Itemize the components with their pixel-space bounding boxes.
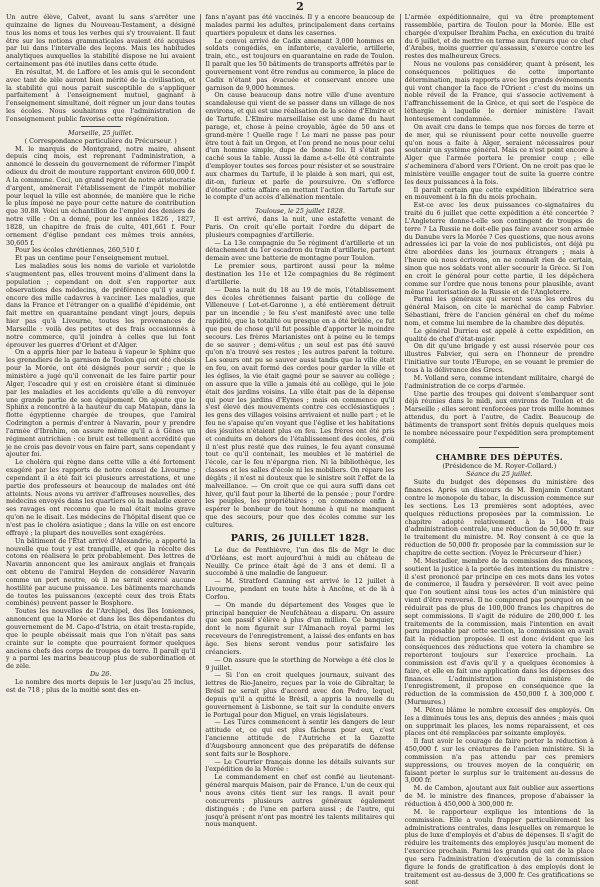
paragraph: M. Mestadier, membre de la commission des finances, soutient la justice à la portée des intentions du ministre : il s'est prononcé par principe en ces mots dans les votes de commerce, il faudra y persévérer. Il voit avec peine que l'on soutient ainsi tous les actes d'un ministère qui vient d'être renversé. Il ne comprend pas pourquoi on ne réduirait pas de plus de 100,000 francs les chapitres de sept commissions. Il s'agit de réduire de 200,000 f. les traitements de la commission, mais l'intention en avait paru imposable par cette section, la commission en avait fait la réduction proposée. Il est donc évident que les conséquences des réductions que votera la chambre se reporteront toujours sur l'exercice prochain. La commission est d'avis qu'il y a quelques économies à faire, et elle en fait une application dans les dépenses des finances. L'administration du ministère de l'enregistrement, il propose en conséquence que la réduction de la commission de 450,000 f. à 300,000 f. (Murmures.) — [404, 556, 594, 707]
paragraph: Et pas un centime pour l'enseignement mutuel. — [15, 254, 169, 263]
divider — [81, 126, 121, 127]
paragraph: On avait cru dans le temps que nos forces de terre et de mer, qui se réunissent pour cette nouvelle guerre qu'on nous a faite à Alger, seraient nécessaires pour soutenir un système général. Mais ce n'est point encore à Alger que l'armée portera le premier coup ; elle s'acheminera d'abord vers l'Orient. On ne croit pas que le ministère veuille engager tout de suite la guerre contre les deux puissances à la fois. — [404, 122, 594, 186]
paragraph: — La 13e compagnie du 5e régiment d'artillerie et un détachement du 1er escadron du train d'artillerie, partent demain avec une batterie de montagne pour Toulon. — [205, 238, 395, 263]
column-3 — [400, 13, 594, 887]
section-title-chambre: CHAMBRE DES DÉPUTÉS. — [435, 452, 563, 463]
section-presidence: (Présidence de M. Royer-Collard.) — [442, 462, 557, 471]
paragraph: Le nombre des morts depuis le 1er jusqu'au 25 inclus, est de 718 ; plus de la moitié sont des en- — [6, 677, 196, 694]
paragraph: Est-ce avec les deux puissances co-signataires du traité du 6 juillet que cette expédition a été concertée ? L'Angleterre donne-t-elle son contingent de troupes de terre ? La Russie ne doit-elle pas faire avancer son armée du Danube vers la Morée ? Ces questions, que nous avons adressées ici par la voie de nos publicistes, ont déjà pu être abordées dans les journaux étrangers ; mais à l'heure où nous écrivons, on ne connaît rien de certain, sinon que nos soldats vont aller secourir la Grèce. Si l'on en croit le général pour cette partie, il les dépêchera comme sur l'ordre que nous tenons pour plausible, avant même l'autorisation de la Russie et de l'Angleterre. — [404, 201, 594, 296]
paragraph: Suite du budget des dépenses du ministère des finances. Après un discours de M. Benjamin Constant contre le monopole du tabac, la discussion commence sur les sections. Les 13 premières sont adoptées, avec quelques réductions proposées par la commission. Le chapitre adopté relativement à la 14e, frais d'administration centrale, une réduction de 50,000 fr. sur le traitement du ministre. M. Roy consent à ce que la réduction de 50,000 fr. proposée par la commission sur le chapitre de cette section. (Voyez le Précurseur d'hier.) — [404, 478, 594, 557]
paragraph: M. le rapporteur explique les intentions de la commission. Elle a voulu frapper particulièrement les administrations centrales, dans lesquelles on remarque le plus de luxe d'employés et d'abus de dépenses. Il s'agit de réduire les traitements des employés jusqu'au moment de l'exercice prochain. Parmi les grands qui ont de la place que sera l'administration d'exécution de la commission figure le fonds de gratification à des employés dont le traitement est au-dessus de 3,000 fr. Ces gratifications se sont — [404, 807, 594, 887]
paragraph: Le choléra qui règne dans cette ville a été fortement exagéré par les rapports de notre consul de Livourne ; cependant il a été fait ici plusieurs arrestations, et une partie des professeurs et beaucoup de malades ont été atteints. Nous avons vu arriver d'affreuses nouvelles, des médecins envoyés dans les quartiers où la maladie exerce ses ravages ont reconnu que le mal était moins grave qu'on ne le disait. Les médecins de l'hôpital disent que ce n'est pas le choléra asiatique ; dans la ville on est encore effrayé ; la plupart des nouvelles sont exagérées. — [6, 458, 196, 537]
paragraph: Le général Durrieu est appelé à cette expédition, en qualité de chef d'état-major. — [404, 326, 594, 343]
paragraph: Il paraît certain que cette expédition libératrice sera en mouvement à la fin du mois prochain. — [404, 185, 594, 202]
dateline-du-26: Du 26. — [89, 670, 112, 679]
paragraph: fans n'ayant pas été vaccinés. Il y a encore beaucoup de malades parmi les adultes, principalement dans certains quartiers populeux et dans les casernes. — [205, 13, 395, 37]
paragraph: — Les Turcs commencent à sentir les dangers de leur attitude et, ce qui est plus fâcheux pour eux, c'est l'ancienne attitude de l'Autriche et la Gazette d'Augsbourg annoncent que des préparatifs de défense sont faits sur le Bosphore. — [205, 718, 395, 758]
paragraph: On a appris hier par le bateau à vapeur le Sphinx que les grenadiers de la garnison de Toulon qui ont été choisis pour la Morée, ont été désignés pour servir ; que le ministère a jugé qu'il convenait de les faire partir pour Alger, l'escadre qui y est en croisière étant si diminuée par les maladies et les accidents qu'elle a dû renvoyer une grande partie de son équipement. On ajoute que le Sphinx a rencontré à la hauteur du cap Matapan, dans la flotte égyptienne chargée de troupes, que l'amiral Codrington a permis d'entrer à Navarin, pour y prendre l'armée d'Ibrahim, on assure même qu'il a à Gênes un régiment autrichien : ce bruit est tellement accrédité que je ne crois pas devoir vous en faire part, sans cependant y ajouter foi. — [6, 348, 196, 459]
paragraph: On cause beaucoup dans notre ville d'une aventure scandaleuse qui vient de se passer dans un village de nos environs, et qui est une réalisation de la scène d'Elmire et de Tartufe. L'Elmire marseillaise est une dame du haut parage, et, chose à peine croyable, âgée de 50 ans et grand-mère ! Quelle rage ! Le mari ne passe pas pour être tout à fait un Orgon, et l'on prend ne nous pour celui d'un homme simple, dupe de bonne foi. Il s'était pas caché sous la table. Aussi la dame a-t-elle été contrainte d'employer toutes ses forces pour résister et se soustraire aux charmes du Tartufe, il le plaide à son mari, qui est, dit-on, furieux et parle de poursuivre. On s'efforce d'étouffer cette affaire en mettant l'action du Tartufe sur le compte d'un accès d'aliénation mentale. — [205, 91, 395, 202]
paragraph: — M. Stratford Canning est arrivé le 12 juillet à Livourne, pendant en toute hâte à Ancône, et de là à Corfou. — [205, 577, 395, 601]
paragraph: M. Volland sera, comme intendant militaire, chargé de l'administration de ce corps d'armée. — [404, 373, 594, 390]
paragraph: — On mande du département des Vosges que le principal banquier de Neufchâteau a disparu. On assure que son passif s'élève à plus d'un million. Ce banquier, dont le nom figurait sur l'Almanach royal parmi les receveurs de l'enregistrement, a laissé des enfants en bas âge. Ses biens seront vendus pour satisfaire les créanciers. — [205, 600, 395, 656]
paragraph: — Dans la nuit du 18 au 19 de mois, l'établissement des écoles chrétiennes faisant partie du collège de Villeneuve ( Lot-et-Garonne ), a été entièrement détruit par un incendie ; le feu s'est manifesté avec une telle rapidité, que la totalité ou presque en a été brûlée, ce fut que peu de chose qu'il fut possible d'apporter le moindre secours. Les frères Marianistes ont à peine eu le temps de se sauver ; demi-vêtus ; un seul est pas été sauvé qu'on n'a trouvé ses restes ; les autres parent la toiture. Les sœurs ont pu se sauver aussi tandis que la ville était en feu, on avait formé des cordes pour garder la ville et les églises, la vie était gagné pour se sauver au collège ; on assure que la ville a jamais été au collège, qui le joie était des jardins voisins. La ville était pas de la dépense qui pour les jardins d'Eymes ; mais on commence qu'il s'est élevé des mouvements contre ces ecclésiastiques ; les gens des villages voisins arrivaient et nulle part ; et le feu ne s'apaise qu'en voyant que l'église et les habitations des jésuites n'étaient plus en feu. Les frères ont été pris et conduits en dehors de l'établissement des écoles, d'où il n'est plus resté que des ruines, le feu ayant consumé tout ce qu'il contenait, les meubles et le matériel de l'école, car le feu n'épargna rien. Ni la bibliothèque, les classes et les salles d'école ni les mobiliers. On répare les dégâts ; il n'est ni douteux que le sinistre soit l'effet de la malveillance. — On croit que ce qui aura suffi dans cet hiver, qu'il faut pour la liberté de la pensée ; pour l'ordre les peuples, les propriétaires ; on commence enfin à espérer le bonheur de tout homme à qui ne manquent que des secours, pour que des écoles comme sur les cultures. — [205, 285, 395, 529]
paragraph: Toutes les nouvelles de l'Archipel, des îles Ioniennes, annoncent que la Morée et dans les îles dépendantes du gouvernement de M. Capo-d'Istria, on était tresta-rapide, que le peuple obéissait mais que l'on n'était pas sans crainte sur le compte que pourraient former quelques anciens chefs des corps de troupes de terre. Il paraît qu'il y a parmi les marins beaucoup plus de subordination et de zèle. — [6, 607, 196, 671]
paragraph: M. Pétou blâme le nombre excessif des employés. On les a diminués tous les ans, depuis des années ; mais quoi on supprimait les places, les noms reparaissent, et ces places ont été remplacées par soixante employés. — [404, 705, 594, 738]
paragraph: En résultat, M. de Laffore et les amis qui le secondent avec tant de zèle auront bien mérité de la civilisation, et la stabilité qui nous parait susceptible de s'appliquer parfaitement à l'enseignement mutuel, gagnant à l'enseignement simultané, doit régner un jour dans toutes les écoles. Nous souhaitons que l'administration de l'enseignement public favorise cette régénération. — [6, 67, 196, 123]
column-1 — [6, 14, 195, 792]
paragraph: Une partie des troupes qui doivent s'embarquer sont déjà réunies dans le midi, aux environs de Toulon et de Marseille ; elles seront renforcées par trois mille hommes attendus, du port à l'autre, de Cadix. Beaucoup de bâtiments de transport sont frétés depuis quelques mois le nombre nécessaire pour l'expédition sera promptement complété. — [404, 389, 594, 445]
source-note: ( Correspondance particulière du Précurseur. ) — [24, 136, 177, 145]
paragraph: Il est arrivé, dans la nuit, une estafette venant de Paris. On croit qu'elle portait l'ordre du départ de plusieurs compagnies d'artillerie. — [205, 215, 395, 239]
headline-paris: PARIS, 26 JUILLET 1828. — [230, 532, 370, 544]
paragraph: M. de Cambon, ajoutant aux fait oublier aux assertions de M. le ministre des finances, propose d'abaisser la réduction à 450,000 à 300,000 fr. — [404, 784, 594, 808]
paragraph: Pour les écoles chrétiennes, 260,510 f. — [15, 246, 141, 255]
paragraph: Un autre élève, Calvet, avant lu sans s'arrêter une quinzaine de lignes du Nouveau-Testament, a désigné tous les noms et tous les verbes qui s'y trouvaient. Il faut être sur les notions grammaticales avaient été acquises par lui dans l'intervalle des leçons. Mais les habitudes analytiques auxquelles la stabilité dispose ne lui avaient certainement pas été inutiles dans cette étude. — [6, 13, 196, 69]
paragraph: Le commandement en chef est confié au lieutenant-général marquis Maison, pair de France. L'un de ceux qui nous avons cités tient sur les rangs. Il avait pour concurrents plusieurs autres généraux également distingués ; de l'une en parlera aussi ; de l'autre, qui jusqu'à présent n'ont pas montré les talents militaires qui nous manquent. — [205, 773, 395, 829]
paragraph: M. le marquis de Montgrand, notre maire, ahsent depuis cinq mois, est reprenant l'administration, a annoncé le dessein du gouvernement de réformer l'impôt odieux du droit de mouture rapportant environ 600,000 f. A la commune. Ceci, un grand regret de notre aristocratie d'argent, amènerait l'établissement de l'impôt mobilier pour lequel la ville est abonnée, de manière que le riche le plus imposé ne paye pour cette nature de contribution que 30.88. Voici un échantillon de l'emploi des deniers de notre ville : On a donné, pour les années 1826 , 1827, 1828, un chapitre de frais de culte, 401,661 f. Pour ornement d'église pendant ces mêmes trois années, 30,605 f. — [6, 144, 196, 247]
paragraph: On dit qu'une brigade y est aussi réservée pour ces illustres Fabvier, qui sera en l'honneur de prendre l'initiative sur toute l'Europe, en se vouant le premier de tous à la délivrance des Grecs. — [404, 342, 594, 374]
paragraph: Les maladies sous les noms de variole et variolotde s'augmentent pas, elles trouvent moins d'aliment dans la population ; cependant on doit s'en rapporter aux observations des médecins, de préférence qu'il y aurait encore des mille cadavres à vacciner. Les maladies, que dans la France et l'étranger on a qualifié d'épidémie, ont fait mettre en quarantaine pendant vingt jours, depuis hier pas qu'à Livourne, toutes les provenances de Marseille : voilà des petites et des frais occasionnés à notre commerce, qu'il joindra à celles que lui font éprouver les guerres d'Orient et d'Alger. — [6, 262, 196, 349]
dateline-toulouse: Toulouse, le 25 juillet 1828. — [255, 207, 345, 216]
paragraph: Le premier sous, partiront aussi pour la même destination les 11e et 12e compagnies du 8e régiment d'artillerie. — [205, 262, 395, 286]
paragraph: Le convoi arrivé de Cadix amenant 3,000 hommes en soldats congédiés, en infanterie, cavalerie, artillerie, train, etc., est toujours en quarantaine en rade de Toulon. Il paraît que les 50 bâtiments de transports affrétés par le gouvernement vont être rendus au commerce, la place de Cadix n'étant pas évacuée et conservant encore une garnison de 9,000 hommes. — [205, 36, 395, 92]
paragraph: — Si l'on en croit quelques journaux, suivant des lettres de Rio-Janeiro, reçues par la voie de Gibraltar, le Brésil ne serait plus d'accord avec don Pedro, lequel, depuis qu'il a quitté le Brésil, a appris la nouvelle du gouvernement à Lisbonne, se tait sur la conduite envers le Portugal pour don Miguel, en vrais législateurs. — [205, 671, 395, 719]
paragraph: Nous ne voulons pas considérer, quant à présent, les conséquences politiques de cette importante détermination, mais rapports avec les grands événements qui vont changer la face de l'Orient : c'est du moins un noble réveil de la France, qui s'associe activement à l'affranchissement de la Grèce, et qui sort de l'espèce de léthargie à laquelle le dernier ministère l'avait honteusement condamnée. — [404, 60, 594, 123]
paragraph: Le duc de Penthièvre, l'un des fils de Mgr le duc d'Orléans, est mort aujourd'hui à midi au château de Neuilly. Ce prince était âgé de 3 ans et demi. Il a succombé à une maladie de langueur. — [205, 545, 395, 578]
divider — [280, 204, 320, 205]
dateline-marseille: Marseille, 25 juillet. — [68, 128, 134, 137]
paragraph: Il faut avoir le courage de faire porter la réduction à 450,000 f. sur les créatures de l'ancien ministère. Si la commission n'a pas attendu par ces premiers suppressions, ou trouves moyen de la conquérir, en faisant porter le surplus sur le traitement au-dessus de 3,000 fr. — [404, 737, 594, 785]
paragraph: Parmi les généraux qui seront sous les ordres du général Maison, on cite le maréchal de camp Fabvier. Sébastiani, frère de l'ancien général en chef du même nom, et comme lui membre de la chambre des députés. — [404, 295, 594, 327]
divider — [479, 447, 519, 448]
paragraph: Un bâtiment de l'État arrivé d'Alexandrie, a apporté la nouvelle que tout y est tranquille, et que la récolte des cotons en réalisera le prix probablement. Des lettres de Navarin annoncent que les amiraux anglais et français ont obtenu de l'amiral Heyden de considérer Navarin comme un port neutre, où il ne serait exercé aucune hostilité par aucune puissance. Les bâtiments marchands de toutes les puissances (excepté ceux des trois États combinés) peuvent passer le Bosphore. — [6, 536, 196, 608]
column-2 — [200, 13, 395, 829]
paragraph: — On assure que le storthing de Norwège a été clos le 9 juillet. — [205, 655, 395, 672]
section-seance-date: Séance du 25 juillet. — [466, 470, 533, 479]
page-number: 2 — [296, 0, 304, 13]
columns — [6, 13, 594, 887]
paragraph: — Le Courrier français donne les détails suivants sur l'expédition de la Morée : — [205, 757, 395, 774]
paragraph: L'armée expéditionnaire, qui va être promptement rassemblée, partira de Toulon pour la Morée. Elle est chargée d'expulser Ibrahim Pacha, en exécution du traité du 6 juillet, et de mettre en terme aux fureurs que ce chef d'Arabes, moins guerrier qu'assassin, s'exerce contre les restes des malheureux Grecs. — [404, 13, 594, 61]
